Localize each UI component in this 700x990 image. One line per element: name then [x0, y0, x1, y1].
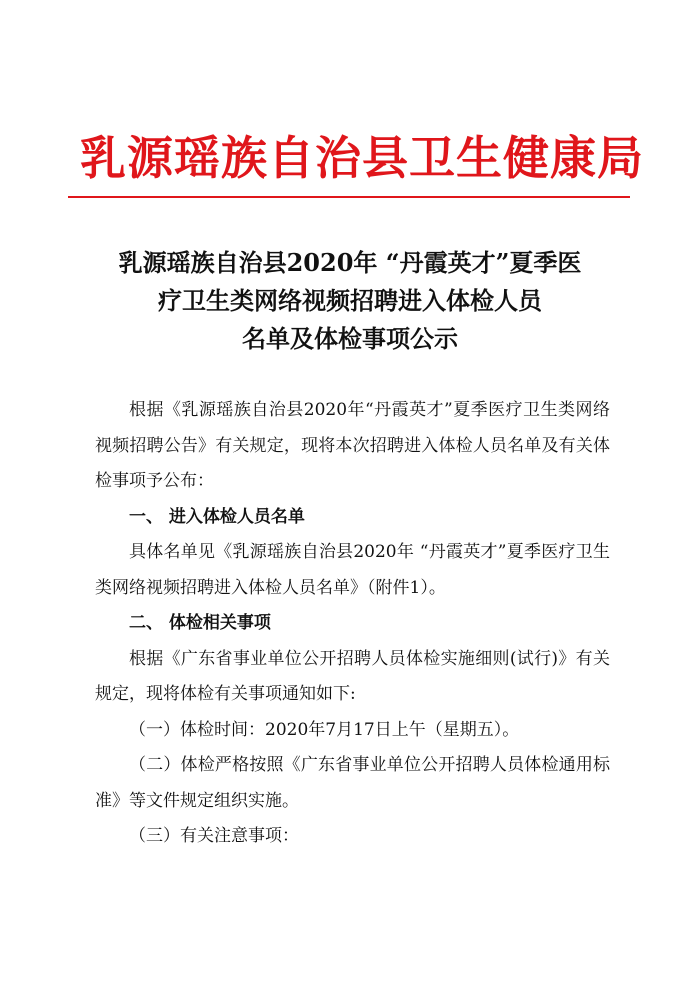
intro-paragraph: 根据《乳源瑶族自治县2020年“丹霞英才”夏季医疗卫生类网络视频招聘公告》有关规定，现将本次招聘进入体检人员名单及有关体检事项予公布： — [95, 400, 610, 491]
list-reference-paragraph: 具体名单见《乳源瑶族自治县2020年 “丹霞英才”夏季医疗卫生类网络视频招聘进入体检人员名单》（附件1）。 — [95, 542, 610, 598]
title-line-1: 乳源瑶族自治县2020年 “丹霞英才”夏季医 — [118, 248, 582, 277]
notice-title — [70, 244, 630, 358]
rules-paragraph: 根据《广东省事业单位公开招聘人员体检实施细则(试行)》有关规定，现将体检有关事项通知如下: — [95, 648, 610, 704]
item-exam-standard: （二）体检严格按照《广东省事业单位公开招聘人员体检通用标准》等文件规定组织实施。 — [95, 755, 610, 811]
item-exam-time: （一）体检时间：2020年7月17日上午（星期五）。 — [129, 719, 520, 740]
red-divider-line — [68, 196, 630, 198]
title-line-2: 疗卫生类网络视频招聘进入体检人员 — [158, 286, 542, 315]
item-notes: （三）有关注意事项： — [129, 826, 299, 846]
notice-body — [95, 393, 610, 855]
section-heading-2: 二、 体检相关事项 — [129, 613, 271, 633]
masthead-title: 乳源瑶族自治县卫生健康局 — [80, 131, 644, 185]
section-heading-1: 一、 进入体检人员名单 — [129, 506, 305, 527]
title-line-3: 名单及体检事项公示 — [242, 324, 458, 353]
